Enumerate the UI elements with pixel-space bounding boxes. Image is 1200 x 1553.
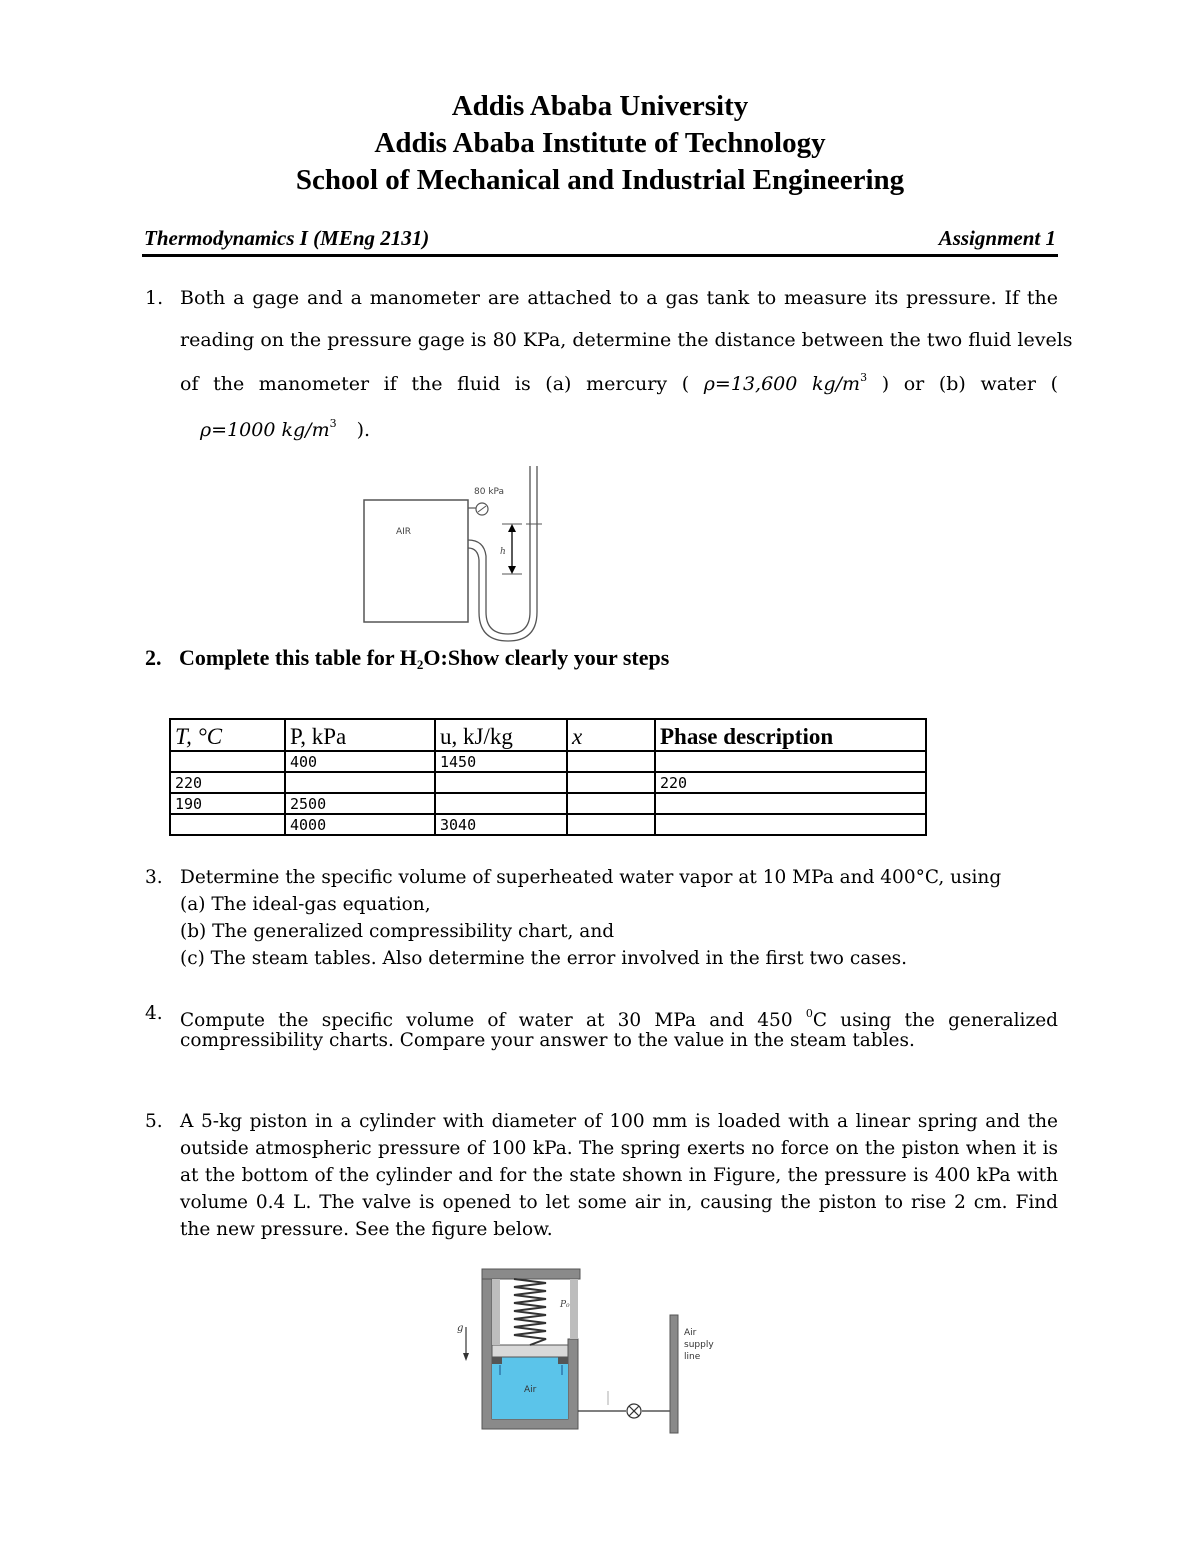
stop-right [558,1357,568,1364]
q5-line-2: outside atmospheric pressure of 100 kPa. The spring exerts no force on the piston when it is [180,1138,1058,1159]
q4-line-2: compressibility charts. Compare your answer to the value in the steam tables. [180,1030,915,1051]
table-cell [655,793,926,814]
table-cell [567,793,655,814]
table-cell [435,772,567,793]
course-title: Thermodynamics I (MEng 2131) [144,226,430,250]
q1-line-4: ρ=1000 $kg/m^3$ ). [200,417,371,441]
question-number: 5. [145,1111,163,1132]
table-row [170,772,926,793]
table-cell: 400 [285,751,435,772]
tank-label: AIR [396,527,412,537]
rho-mercury: ρ=13,600 $kg/m^3$ [703,371,868,395]
table-row [170,751,926,772]
q1-line-1: Both a gage and a manometer are attached to a gas tank to measure its pressure. If the [180,287,1058,309]
question-number: 1. [145,287,164,309]
g-label: g [457,1323,464,1334]
question-number: 3. [145,867,163,888]
assignment-label: Assignment 1 [938,226,1056,250]
table-cell [170,751,285,772]
school-name: School of Mechanical and Industrial Engineering [295,164,905,196]
q3-line-2: (a) The ideal-gas equation, [180,894,431,915]
document-header [0,88,1200,199]
column-header-quality: x [567,719,655,751]
course-line [142,226,1058,257]
table-cell [655,751,926,772]
table-cell: 4000 [285,814,435,835]
wall-inner-right [570,1279,578,1339]
table-cell: 2500 [285,793,435,814]
q3-line-4: (c) The steam tables. Also determine the error involved in the first two cases. [180,948,908,969]
column-header-pressure: P, kPa [285,719,435,751]
column-header-phase: Phase description [655,719,926,751]
column-header-temperature: T, °C [170,719,285,751]
question-number: 2. [145,645,162,670]
q3-line-1: Determine the specific volume of superheated water vapor at 10 MPa and 400°C, using [180,867,1002,888]
q4-line-1: Compute the specific volume of water at 30 MPa and 450 $^0$C using the generalized [180,1007,1058,1031]
supply-label-3: line [684,1352,701,1362]
table-cell [567,751,655,772]
q5-line-5: the new pressure. See the figure below. [180,1219,553,1240]
manometer-figure [350,462,570,642]
university-name: Addis Ababa University [451,90,749,122]
h-label: h [500,547,506,557]
supply-label-1: Air [684,1328,697,1338]
column-header-internal-energy: u, kJ/kg [435,719,567,751]
table-cell [567,814,655,835]
q5-line-4: volume 0.4 L. The valve is opened to let some air in, causing the piston to rise 2 cm. Find [180,1192,1058,1213]
question-number: 4. [145,1003,163,1024]
table-cell [655,814,926,835]
institute-name: Addis Ababa Institute of Technology [374,127,826,159]
q1-line-3-text: of the manometer if the fluid is (a) mercury ( [180,373,690,395]
spring-icon [514,1279,546,1345]
h2o-property-table [169,718,927,836]
table-row [170,793,926,814]
q1-line-3 [180,371,1058,395]
q5-line-3: at the bottom of the cylinder and for the state shown in Figure, the pressure is 400 kPa with [180,1165,1058,1186]
stop-left [492,1357,502,1364]
table-cell [285,772,435,793]
q2-text: Complete this table for $H_2O:Show$ clearly your steps [179,645,670,672]
table-cell: 220 [655,772,926,793]
air-supply-line [670,1315,678,1433]
table-row [170,814,926,835]
rho-water: ρ=1000 $kg/m^3$ [200,417,337,441]
piston-cylinder-figure [450,1265,730,1440]
q3-line-3: (b) The generalized compressibility chart, and [180,921,615,942]
gas-tank [364,500,468,622]
table-cell: 3040 [435,814,567,835]
air-label: Air [524,1385,537,1395]
table-cell: 1450 [435,751,567,772]
table-cell [435,793,567,814]
supply-label-2: supply [684,1340,714,1350]
table-cell [170,814,285,835]
q1-line-2: reading on the pressure gage is 80 KPa, determine the distance between the two fluid levels [180,329,1073,351]
gage-label: 80 kPa [474,487,505,497]
wall-inner-left [492,1279,500,1345]
table-cell: 220 [170,772,285,793]
question-2 [145,645,669,673]
p0-label: P₀ [560,1300,570,1310]
table-cell [567,772,655,793]
q5-line-1: A 5-kg piston in a cylinder with diameter of 100 mm is loaded with a linear spring and the [180,1111,1058,1132]
q1-line-3-text-b: ) or (b) water ( [881,373,1059,395]
table-header-row [170,719,926,751]
piston [492,1345,568,1357]
cylinder-top [482,1269,580,1279]
table-cell: 190 [170,793,285,814]
